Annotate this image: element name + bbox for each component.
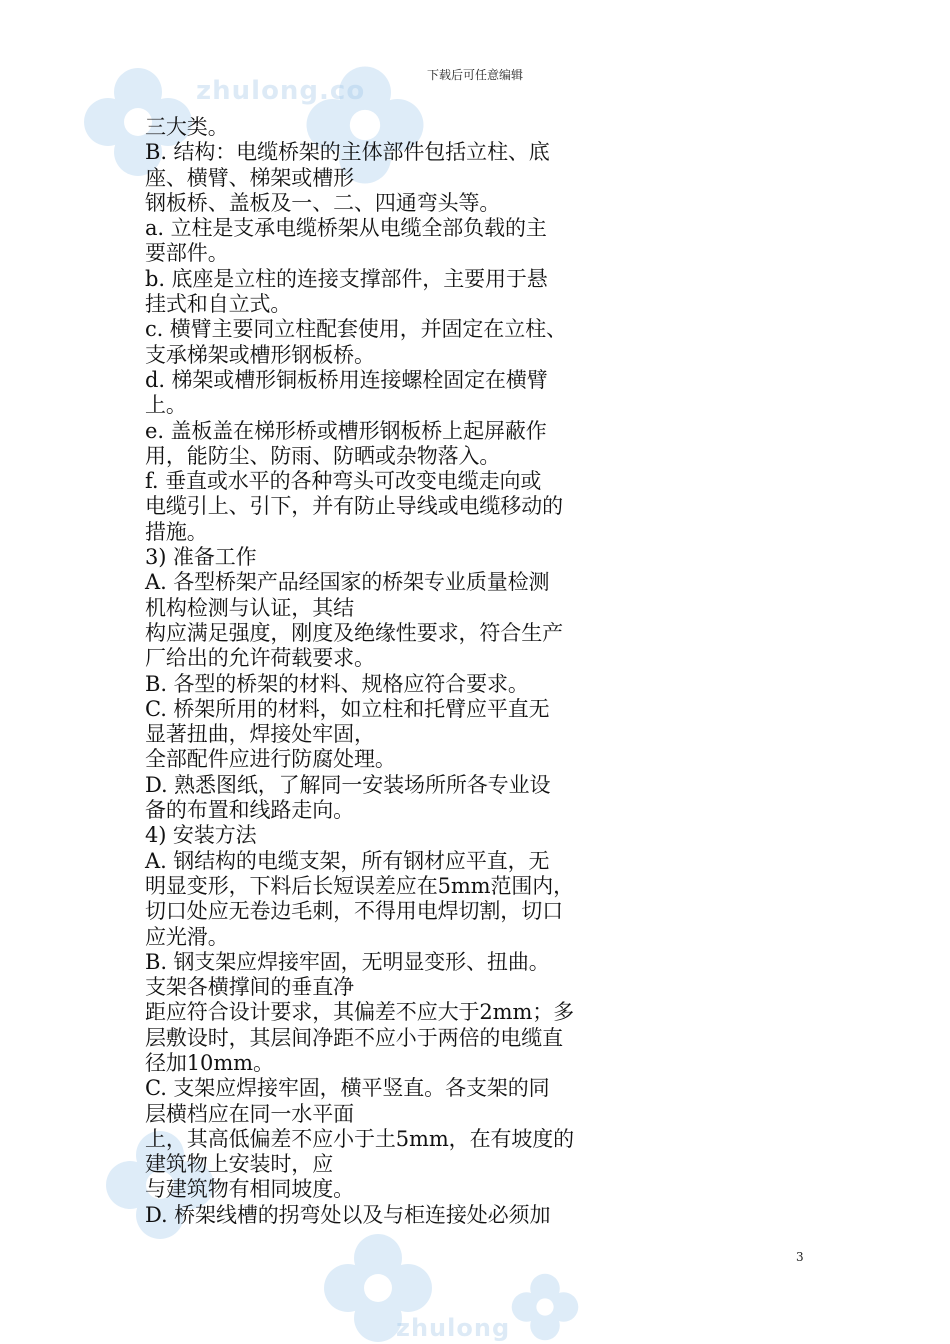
text-line: 支架各横撑间的垂直净 bbox=[145, 975, 354, 1000]
text-line: D. 桥架线槽的拐弯处以及与柜连接处必须加 bbox=[145, 1202, 551, 1227]
watermark-text: zhulong.co bbox=[196, 76, 366, 106]
text-line: B. 结构：电缆桥架的主体部件包括立柱、底 bbox=[145, 140, 550, 165]
text-line: 备的布置和线路走向。 bbox=[145, 798, 354, 823]
text-line: C. 桥架所用的材料，如立柱和托臂应平直无 bbox=[145, 696, 550, 721]
text-line: 切口处应无卷边毛刺，不得用电焊切割，切口 bbox=[145, 899, 563, 924]
text-line: 三大类。 bbox=[145, 115, 229, 139]
text-line: 上。 bbox=[145, 393, 187, 418]
text-line: 层敷设时，其层间净距不应小于两倍的电缆直 bbox=[145, 1025, 563, 1050]
text-line: 与建筑物有相同坡度。 bbox=[145, 1177, 354, 1202]
text-line: b. 底座是立柱的连接支撑部件，主要用于悬 bbox=[145, 266, 548, 291]
document-body bbox=[145, 115, 805, 1228]
text-line: 钢板桥、盖板及一、二、四通弯头等。 bbox=[145, 190, 501, 215]
text-line: 明显变形，下料后长短误差应在5mm范围内， bbox=[145, 873, 575, 898]
watermark-flower-icon bbox=[505, 1270, 585, 1344]
text-line: A. 钢结构的电缆支架，所有钢材应平直，无 bbox=[145, 848, 550, 873]
text-line: B. 各型的桥架的材料、规格应符合要求。 bbox=[145, 671, 529, 696]
text-line: 要部件。 bbox=[145, 241, 229, 266]
text-line: 构应满足强度，刚度及绝缘性要求，符合生产 bbox=[145, 620, 563, 645]
text-line: e. 盖板盖在梯形桥或槽形钢板桥上起屏蔽作 bbox=[145, 418, 547, 443]
text-line: D. 熟悉图纸，了解同一安装场所所各专业设 bbox=[145, 772, 551, 797]
page-header: 下载后可任意编辑 bbox=[426, 68, 523, 82]
text-line: a. 立柱是支承电缆桥架从电缆全部负载的主 bbox=[145, 216, 547, 241]
text-line: 3) 准备工作 bbox=[145, 545, 257, 570]
text-line: B. 钢支架应焊接牢固，无明显变形、扭曲。 bbox=[145, 949, 550, 974]
text-line: 机构检测与认证，其结 bbox=[145, 595, 354, 620]
text-line: d. 梯架或槽形铜板桥用连接螺栓固定在横臂 bbox=[145, 367, 548, 392]
text-line: f. 垂直或水平的各种弯头可改变电缆走向或 bbox=[145, 469, 542, 494]
text-line: C. 支架应焊接牢固，横平竖直。各支架的同 bbox=[145, 1076, 550, 1101]
text-line: 上，其高低偏差不应小于土5mm，在有坡度的 bbox=[145, 1126, 575, 1151]
text-line: 用，能防尘、防雨、防晒或杂物落入。 bbox=[145, 443, 501, 468]
text-line: 径加10mm。 bbox=[145, 1050, 274, 1075]
text-line: 层横档应在同一水平面 bbox=[145, 1101, 354, 1126]
text-line: A. 各型桥架产品经国家的桥架专业质量检测 bbox=[145, 570, 550, 595]
text-line: 显著扭曲，焊接处牢固， bbox=[145, 722, 375, 747]
text-line: 措施。 bbox=[145, 519, 208, 544]
text-line: 座、横臂、梯架或槽形 bbox=[145, 165, 354, 190]
text-line: 应光滑。 bbox=[145, 924, 229, 949]
text-line: 全部配件应进行防腐处理。 bbox=[145, 747, 396, 772]
text-line: c. 横臂主要同立柱配套使用，并固定在立柱、 bbox=[145, 317, 567, 342]
text-line: 支承梯架或槽形钢板桥。 bbox=[145, 342, 375, 367]
text-line: 建筑物上安装时，应 bbox=[145, 1152, 334, 1177]
text-line: 厂给出的允许荷载要求。 bbox=[145, 646, 375, 671]
text-line: 挂式和自立式。 bbox=[145, 292, 292, 317]
text-line: 电缆引上、引下，并有防止导线或电缆移动的 bbox=[145, 494, 563, 519]
watermark-text: zhulong bbox=[396, 1314, 511, 1342]
text-line: 4) 安装方法 bbox=[145, 823, 257, 848]
page-number: 3 bbox=[796, 1250, 804, 1264]
text-line: 距应符合设计要求，其偏差不应大于2mm；多 bbox=[145, 1000, 575, 1025]
